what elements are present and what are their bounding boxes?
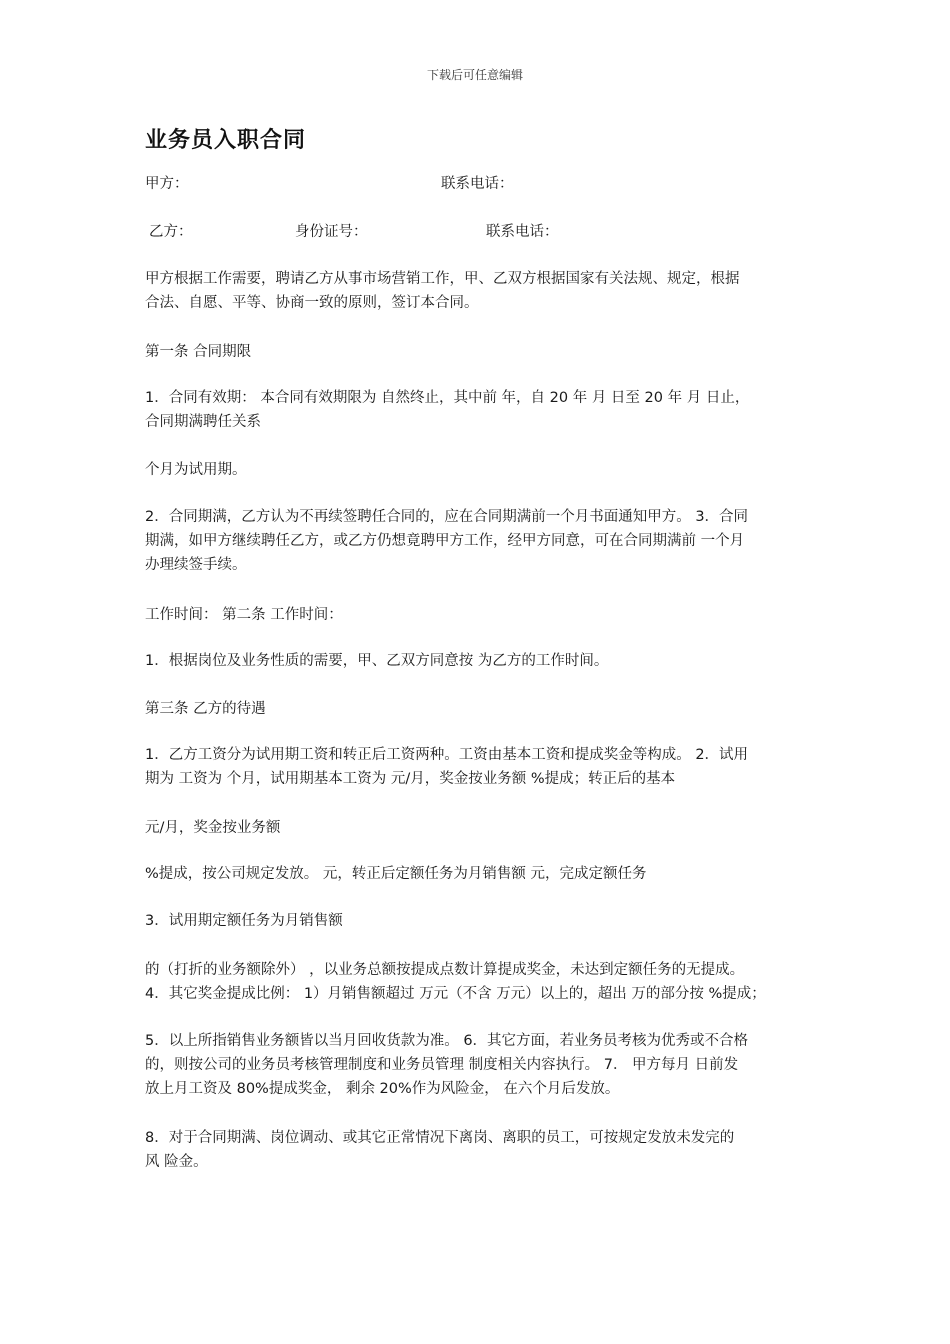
article-3-clause-5-7 bbox=[145, 1029, 810, 1101]
probation-period-text: 个月为试用期。 bbox=[145, 462, 247, 478]
article-1-clause-1 bbox=[145, 386, 810, 434]
party-b-id-label: 身份证号： bbox=[295, 224, 368, 240]
article-3-clause-1-2 bbox=[145, 743, 810, 791]
header-note: 下载后可任意编辑 bbox=[426, 68, 523, 82]
intro-line: 甲方根据工作需要，聘请乙方从事市场营销工作，甲、乙双方根据国家有关法规、规定，根据 bbox=[145, 271, 740, 287]
clause-line: 期满，如甲方继续聘任乙方，或乙方仍想竟聘甲方工作，经甲方同意，可在合同期满前 一个月 bbox=[145, 533, 745, 549]
article-2-clause-1: 1．根据岗位及业务性质的需要，甲、乙双方同意按 为乙方的工作时间。 bbox=[145, 653, 609, 669]
article-3-clause-3-4 bbox=[145, 958, 810, 1006]
intro-paragraph bbox=[145, 267, 810, 315]
clause-line: 4．其它奖金提成比例： 1）月销售额超过 万元（不含 万元）以上的，超出 万的部分按 %提成； bbox=[145, 986, 766, 1002]
party-b-phone-label: 联系电话： bbox=[486, 224, 559, 240]
clause-line: 合同期满聘任关系 bbox=[145, 414, 261, 430]
clause-line: 的，则按公司的业务员考核管理制度和业务员管理 制度相关内容执行。 7． 甲方每月 日前发 bbox=[145, 1057, 739, 1073]
document-title: 业务员入职合同 bbox=[145, 128, 307, 153]
party-a-phone-label: 联系电话： bbox=[441, 176, 514, 192]
clause-line: 5．以上所指销售业务额皆以当月回收货款为准。 6．其它方面，若业务员考核为优秀或不合格 bbox=[145, 1033, 749, 1049]
party-b-label: 乙方： bbox=[149, 224, 193, 240]
clause-line: 1．合同有效期： 本合同有效期限为 自然终止，其中前 年，自 20 年 月 日至 20 年 月 日止， bbox=[145, 390, 750, 406]
clause-line: 8．对于合同期满、岗位调动、或其它正常情况下离岗、离职的员工，可按规定发放未发完的 bbox=[145, 1130, 735, 1146]
clause-line: 办理续签手续。 bbox=[145, 557, 247, 573]
clause-line: 2．合同期满，乙方认为不再续签聘任合同的，应在合同期满前一个月书面通知甲方。 3．合同 bbox=[145, 509, 749, 525]
intro-line: 合法、自愿、平等、协商一致的原则，签订本合同。 bbox=[145, 295, 479, 311]
article-1-heading: 第一条 合同期限 bbox=[145, 344, 252, 360]
clause-line: 的（打折的业务额除外） ，以业务总额按提成点数计算提成奖金，未达到定额任务的无提成。 bbox=[145, 962, 745, 978]
clause-line: 1．乙方工资分为试用期工资和转正后工资两种。工资由基本工资和提成奖金等构成。 2．试用 bbox=[145, 747, 749, 763]
commission-text: %提成，按公司规定发放。 元，转正后定额任务为月销售额 元，完成定额任务 bbox=[145, 866, 647, 882]
clause-line: 期为 工资为 个月，试用期基本工资为 元/月，奖金按业务额 %提成；转正后的基本 bbox=[145, 771, 676, 787]
clause-line: 放上月工资及 80%提成奖金， 剩余 20%作为风险金， 在六个月后发放。 bbox=[145, 1081, 620, 1097]
article-2-heading: 工作时间： 第二条 工作时间： bbox=[145, 607, 343, 623]
article-3-heading: 第三条 乙方的待遇 bbox=[145, 701, 266, 717]
salary-text: 元/月，奖金按业务额 bbox=[145, 820, 281, 836]
clause-line: 风 险金。 bbox=[145, 1154, 208, 1170]
probation-quota-text: 3．试用期定额任务为月销售额 bbox=[145, 913, 343, 929]
article-1-clause-2-3 bbox=[145, 505, 810, 577]
party-a-label: 甲方： bbox=[145, 176, 189, 192]
article-3-clause-8 bbox=[145, 1126, 810, 1174]
